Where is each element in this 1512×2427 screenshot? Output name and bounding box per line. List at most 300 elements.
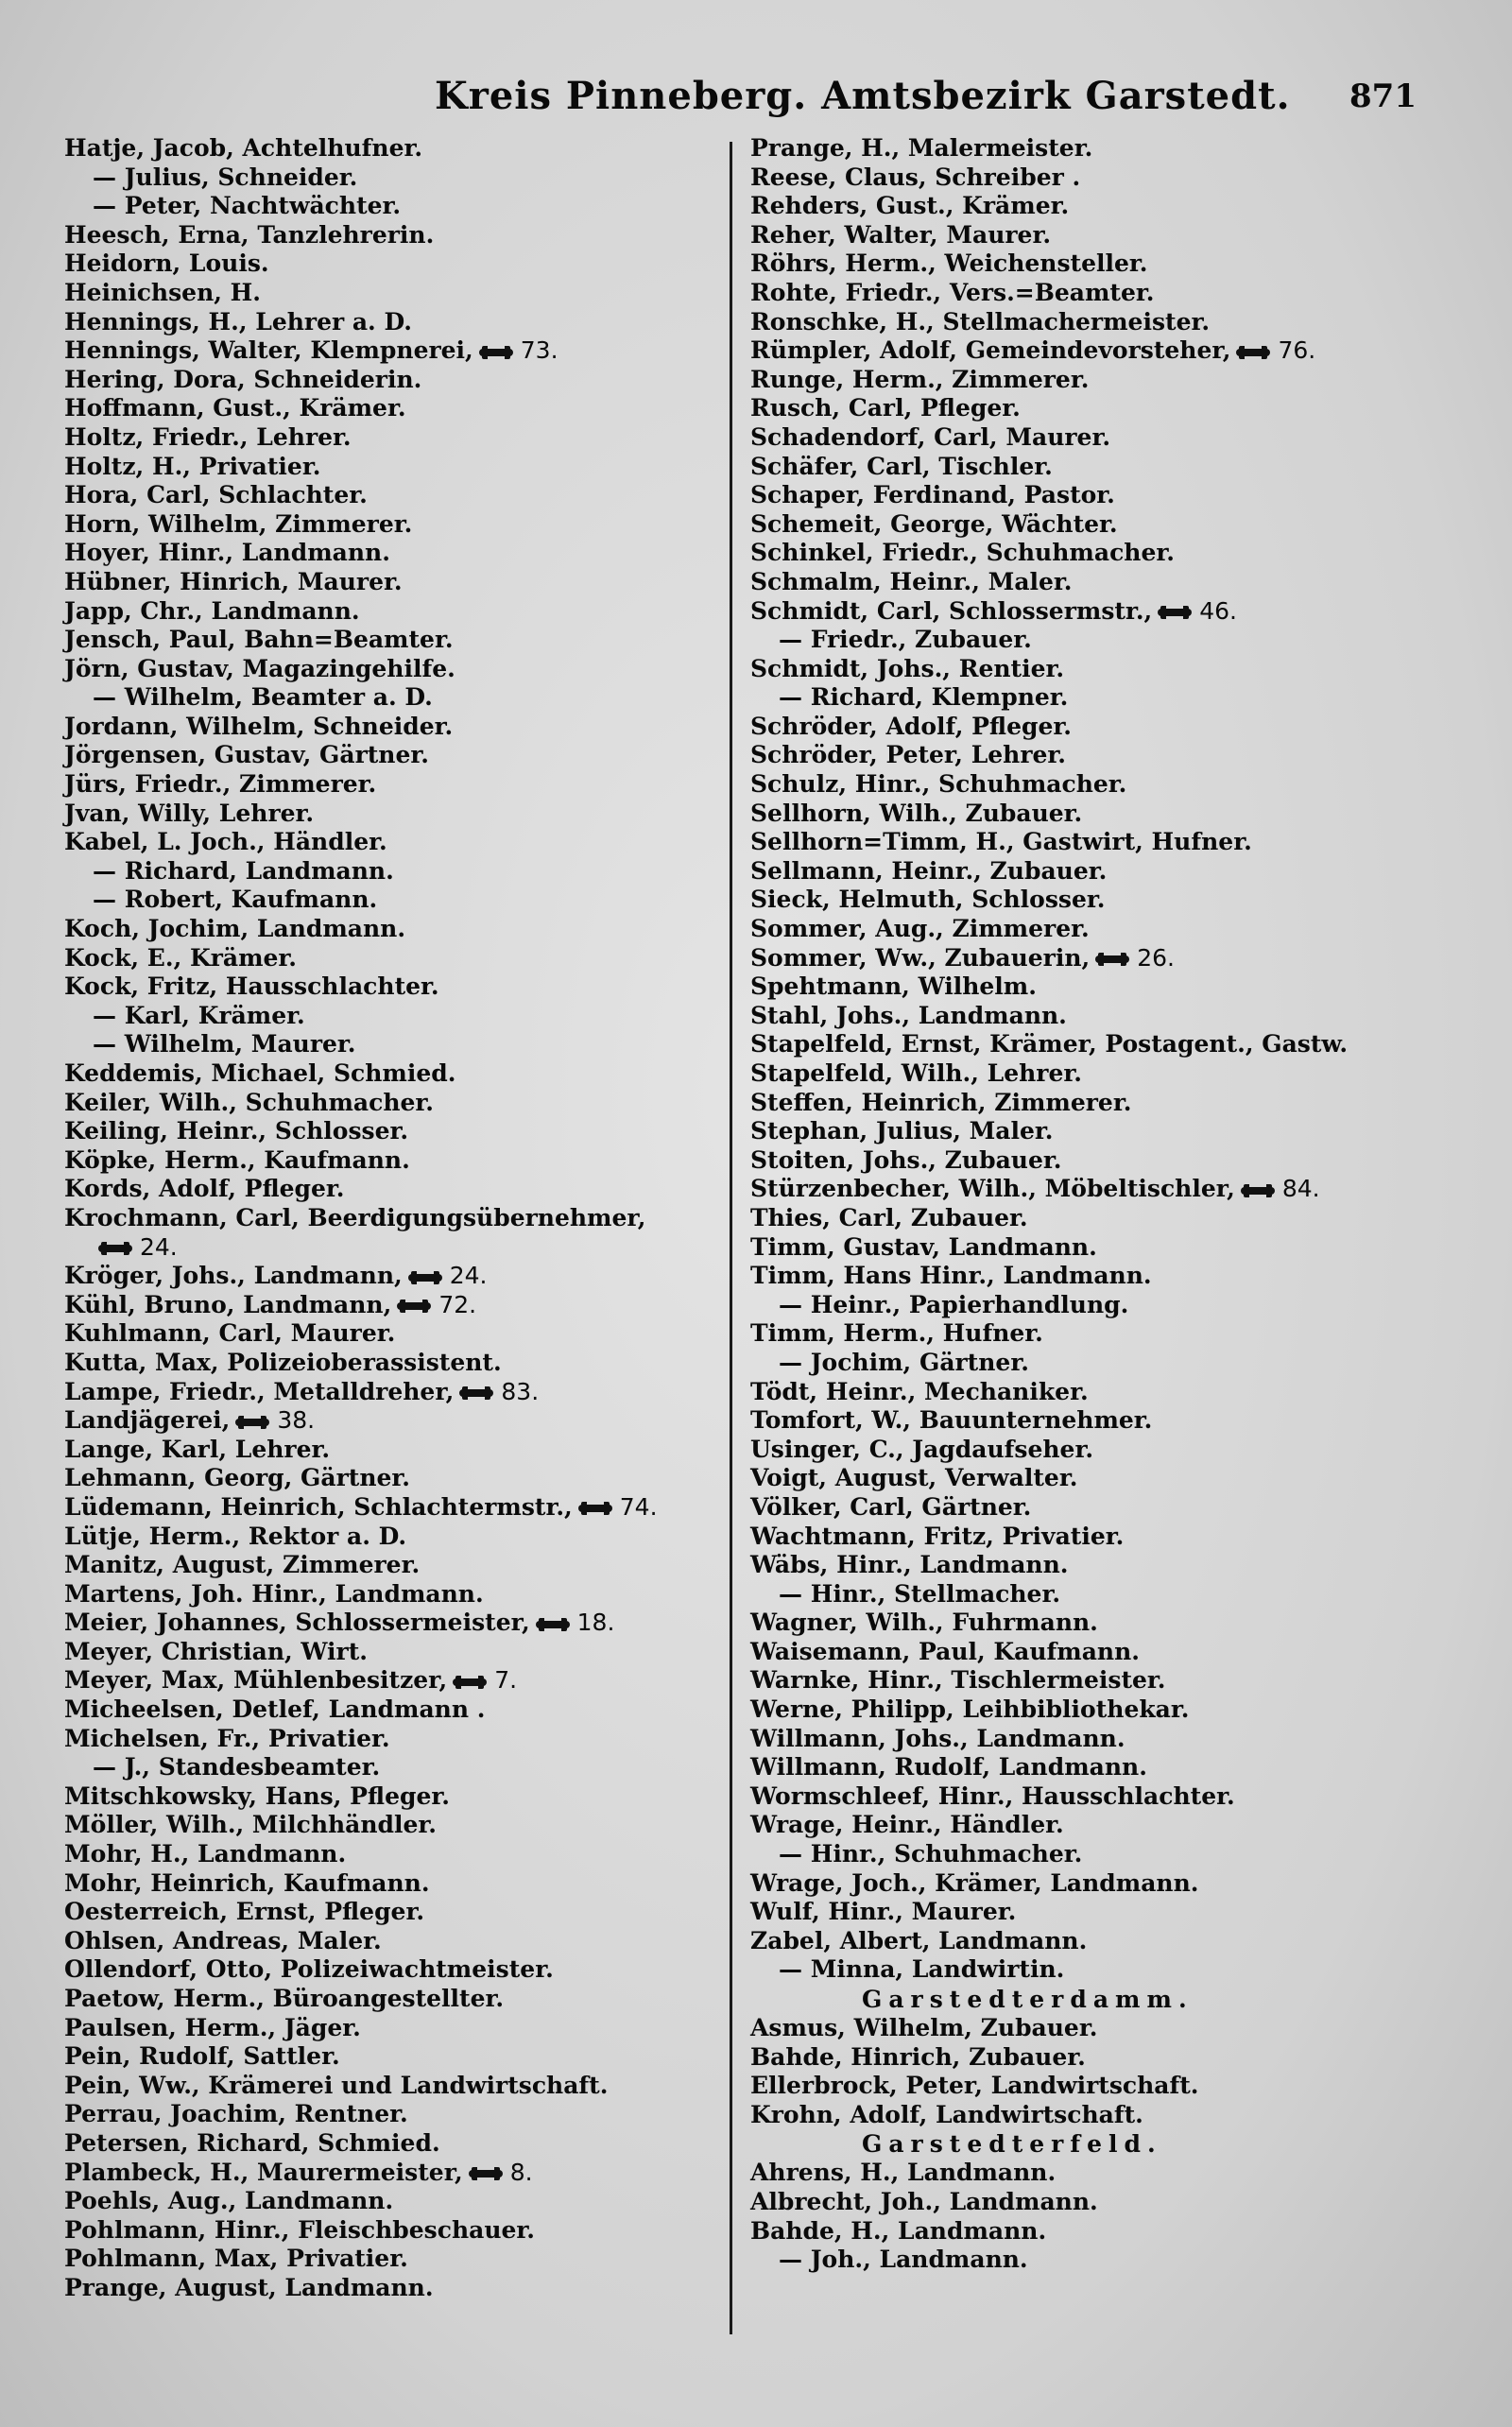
directory-entry <box>750 279 1431 308</box>
entry-text: Rusch, Carl, Pfleger. <box>750 394 1021 422</box>
directory-entry <box>64 1666 726 1695</box>
entry-text: Sommer, Aug., Zimmerer. <box>750 915 1090 943</box>
entry-text: Wäbs, Hinr., Landmann. <box>750 1551 1069 1579</box>
entry-text: Timm, Gustav, Landmann. <box>750 1232 1097 1261</box>
right-column <box>750 134 1431 2275</box>
directory-entry <box>64 1782 726 1812</box>
directory-entry <box>64 1175 726 1204</box>
telephone-icon <box>98 1242 132 1255</box>
entry-text: Kröger, Johs., Landmann, <box>64 1262 403 1290</box>
entry-text: Röhrs, Herm., Weichensteller. <box>750 250 1148 278</box>
entry-text: Willmann, Johs., Landmann. <box>750 1724 1125 1752</box>
directory-entry <box>64 1580 726 1609</box>
entry-text: Heesch, Erna, Tanzlehrerin. <box>64 220 435 249</box>
directory-entry <box>750 1349 1431 1378</box>
directory-entry <box>750 1378 1431 1407</box>
directory-entry <box>750 944 1431 973</box>
directory-entry <box>64 336 726 366</box>
entry-text: Kock, E., Krämer. <box>64 943 298 972</box>
telephone-number: 46. <box>1199 596 1237 625</box>
directory-entry <box>750 1551 1431 1580</box>
telephone-icon <box>536 1618 570 1631</box>
entry-text: Rümpler, Adolf, Gemeindevorsteher, <box>750 336 1231 365</box>
directory-entry <box>64 1319 726 1349</box>
entry-text: Stephan, Julius, Maler. <box>750 1117 1054 1145</box>
directory-entry <box>64 713 726 742</box>
directory-entry <box>64 741 726 770</box>
entry-text: Jörn, Gustav, Magazingehilfe. <box>64 654 455 682</box>
entry-text: — Peter, Nachtwächter. <box>93 192 402 220</box>
directory-entry <box>750 164 1431 193</box>
entry-text: Hennings, Walter, Klempnerei, <box>64 336 473 365</box>
entry-text: Meyer, Max, Mühlenbesitzer, <box>64 1666 448 1695</box>
entry-text: Mohr, H., Landmann. <box>64 1840 347 1868</box>
directory-entry <box>750 655 1431 684</box>
directory-entry <box>750 1811 1431 1840</box>
directory-entry <box>64 770 726 800</box>
entry-text: Ellerbrock, Peter, Landwirtschaft. <box>750 2072 1199 2100</box>
directory-entry <box>750 2043 1431 2073</box>
directory-entry <box>750 2188 1431 2217</box>
directory-entry <box>64 1551 726 1580</box>
entry-text: Usinger, C., Jagdaufseher. <box>750 1435 1094 1463</box>
directory-entry <box>64 394 726 423</box>
entry-text: Krohn, Adolf, Landwirtschaft. <box>750 2100 1143 2128</box>
entry-text: Waisemann, Paul, Kaufmann. <box>750 1637 1140 1665</box>
entry-text: Keiler, Wilh., Schuhmacher. <box>64 1088 435 1116</box>
directory-entry <box>64 539 726 568</box>
directory-entry <box>750 741 1431 770</box>
entry-text: Schröder, Adolf, Pfleger. <box>750 712 1072 740</box>
entry-text: Völker, Carl, Gärtner. <box>750 1492 1032 1521</box>
telephone-icon <box>1158 606 1192 619</box>
directory-entry <box>64 2274 726 2303</box>
telephone-number: 24. <box>449 1262 488 1290</box>
entry-text: Lange, Karl, Lehrer. <box>64 1435 331 1463</box>
entry-text: Willmann, Rudolf, Landmann. <box>750 1753 1147 1782</box>
directory-entry <box>64 279 726 308</box>
directory-entry <box>64 164 726 193</box>
directory-entry <box>750 1523 1431 1552</box>
section-heading <box>750 1985 1431 2014</box>
directory-entry <box>64 1955 726 1985</box>
directory-entry <box>750 2072 1431 2101</box>
entry-text: Meyer, Christian, Wirt. <box>64 1637 368 1665</box>
entry-text: Mohr, Heinrich, Kaufmann. <box>64 1868 430 1897</box>
directory-entry <box>64 2014 726 2043</box>
directory-entry <box>64 1262 726 1291</box>
entry-text: Paulsen, Herm., Jäger. <box>64 2013 361 2041</box>
section-heading <box>750 2129 1431 2159</box>
telephone-icon <box>1095 953 1129 966</box>
entry-text: Paetow, Herm., Büroangestellter. <box>64 1985 505 2012</box>
entry-text: Ronschke, H., Stellmachermeister. <box>750 307 1211 336</box>
entry-text: Spehtmann, Wilhelm. <box>750 973 1037 1001</box>
entry-text: — Richard, Klempner. <box>779 683 1069 712</box>
directory-entry <box>750 886 1431 915</box>
entry-text: Sommer, Ww., Zubauerin, <box>750 943 1091 972</box>
entry-text: Lehmann, Georg, Gärtner. <box>64 1464 410 1492</box>
directory-entry <box>750 1319 1431 1349</box>
entry-text: Japp, Chr., Landmann. <box>64 596 360 625</box>
entry-text: Bahde, H., Landmann. <box>750 2216 1047 2245</box>
entry-text: Sieck, Helmuth, Schlosser. <box>750 886 1106 914</box>
directory-entry <box>64 1898 726 1927</box>
entry-text: Hatje, Jacob, Achtelhufner. <box>64 134 423 162</box>
entry-text: Kutta, Max, Polizeioberassistent. <box>64 1348 502 1376</box>
entry-text: Ahrens, H., Landmann. <box>750 2159 1057 2187</box>
entry-text: Tomfort, W., Bauunternehmer. <box>750 1406 1153 1435</box>
entry-text: Holtz, Friedr., Lehrer. <box>64 422 352 451</box>
entry-text: Hennings, H., Lehrer a. D. <box>64 307 412 336</box>
directory-entry <box>64 453 726 482</box>
directory-entry <box>750 2101 1431 2130</box>
entry-text: Kords, Adolf, Pfleger. <box>64 1175 345 1203</box>
entry-text: Manitz, August, Zimmerer. <box>64 1551 421 1579</box>
entry-text: Jensch, Paul, Bahn=Beamter. <box>64 626 454 654</box>
entry-text: Thies, Carl, Zubauer. <box>750 1203 1028 1231</box>
directory-entry <box>64 800 726 829</box>
directory-entry <box>750 481 1431 510</box>
directory-entry <box>750 2014 1431 2043</box>
directory-entry <box>64 1811 726 1840</box>
directory-entry <box>64 1233 726 1263</box>
directory-entry <box>64 568 726 597</box>
telephone-icon <box>1236 346 1270 359</box>
entry-text: Sellhorn=Timm, H., Gastwirt, Hufner. <box>750 828 1252 856</box>
entry-text: Koch, Jochim, Landmann. <box>64 915 406 943</box>
entry-text: Poehls, Aug., Landmann. <box>64 2187 394 2215</box>
entry-text: Wormschleef, Hinr., Hausschlachter. <box>750 1782 1235 1810</box>
page-header <box>0 74 1512 130</box>
entry-text: Garstedterdamm. <box>862 1986 1194 2013</box>
entry-text: Plambeck, H., Maurermeister, <box>64 2158 463 2186</box>
directory-entry <box>750 568 1431 597</box>
entry-text: Landjägerei, <box>64 1406 231 1435</box>
entry-text: Heinichsen, H. <box>64 278 261 306</box>
telephone-icon <box>408 1271 442 1284</box>
entry-text: Schröder, Peter, Lehrer. <box>750 741 1067 769</box>
entry-text: Schmalm, Heinr., Maler. <box>750 567 1073 595</box>
directory-entry <box>750 1753 1431 1782</box>
directory-entry <box>750 539 1431 568</box>
telephone-icon <box>459 1386 493 1400</box>
entry-text: Asmus, Wilhelm, Zubauer. <box>750 2014 1098 2041</box>
directory-entry <box>750 1695 1431 1725</box>
directory-entry <box>64 1609 726 1638</box>
entry-text: Kühl, Bruno, Landmann, <box>64 1290 392 1318</box>
directory-entry <box>750 336 1431 366</box>
directory-entry <box>750 250 1431 279</box>
entry-text: Schadendorf, Carl, Maurer. <box>750 422 1111 451</box>
entry-text: — Hinr., Schuhmacher. <box>779 1840 1083 1868</box>
telephone-number: 83. <box>501 1377 540 1405</box>
directory-entry <box>750 597 1431 627</box>
telephone-icon <box>479 346 513 359</box>
directory-entry <box>64 1523 726 1552</box>
directory-entry <box>750 2159 1431 2188</box>
entry-text: Timm, Herm., Hufner. <box>750 1319 1043 1348</box>
entry-text: Pein, Rudolf, Sattler. <box>64 2042 340 2071</box>
entry-text: Kock, Fritz, Hausschlachter. <box>64 973 439 1001</box>
page-title: Kreis Pinneberg. Amtsbezirk Garstedt. <box>435 74 1291 118</box>
entry-text: Rehders, Gust., Krämer. <box>750 192 1070 220</box>
entry-text: Pein, Ww., Krämerei und Landwirtschaft. <box>64 2071 609 2099</box>
entry-text: — Robert, Kaufmann. <box>93 886 378 914</box>
directory-entry <box>64 1753 726 1782</box>
directory-entry <box>750 423 1431 453</box>
entry-text: Mitschkowsky, Hans, Pfleger. <box>64 1782 450 1810</box>
directory-entry <box>64 1146 726 1176</box>
entry-text: Reher, Walter, Maurer. <box>750 220 1052 249</box>
telephone-number: 8. <box>509 2158 533 2186</box>
entry-text: Hoffmann, Gust., Krämer. <box>64 394 406 422</box>
directory-entry <box>64 1840 726 1869</box>
entry-text: Stapelfeld, Ernst, Krämer, Postagent., Gastw. <box>750 1030 1349 1059</box>
entry-text: Wrage, Joch., Krämer, Landmann. <box>750 1868 1199 1897</box>
directory-entry <box>64 221 726 250</box>
telephone-icon <box>578 1502 612 1515</box>
entry-text: Steffen, Heinrich, Zimmerer. <box>750 1088 1132 1116</box>
entry-text: Zabel, Albert, Landmann. <box>750 1926 1088 1954</box>
directory-entry <box>750 1002 1431 1031</box>
directory-entry <box>64 2159 726 2188</box>
directory-entry <box>64 481 726 510</box>
telephone-number: 76. <box>1278 336 1316 365</box>
entry-text: Pohlmann, Hinr., Fleischbeschauer. <box>64 2215 536 2244</box>
directory-entry <box>750 800 1431 829</box>
directory-entry <box>750 1291 1431 1320</box>
entry-text: Stahl, Johs., Landmann. <box>750 1001 1067 1029</box>
entry-text: Holtz, H., Privatier. <box>64 452 321 480</box>
directory-entry <box>64 250 726 279</box>
directory-entry <box>64 1638 726 1667</box>
directory-entry <box>64 134 726 164</box>
entry-text: Schaper, Ferdinand, Pastor. <box>750 481 1115 509</box>
entry-text: Werne, Philipp, Leihbibliothekar. <box>750 1695 1190 1724</box>
directory-entry <box>64 886 726 915</box>
directory-entry <box>64 2216 726 2246</box>
telephone-icon <box>397 1300 431 1313</box>
telephone-number: 73. <box>520 336 558 365</box>
directory-entry <box>750 221 1431 250</box>
entry-text: Jordann, Wilhelm, Schneider. <box>64 712 454 740</box>
entry-text: Wrage, Heinr., Händler. <box>750 1811 1064 1839</box>
directory-entry <box>750 366 1431 395</box>
directory-entry <box>750 2246 1431 2275</box>
directory-entry <box>750 1204 1431 1233</box>
directory-entry <box>750 1175 1431 1204</box>
directory-entry <box>750 394 1431 423</box>
entry-text: — Jochim, Gärtner. <box>779 1348 1029 1376</box>
directory-entry <box>64 626 726 655</box>
directory-entry <box>750 1580 1431 1609</box>
entry-text: Hora, Carl, Schlachter. <box>64 481 368 509</box>
directory-entry <box>64 2245 726 2274</box>
entry-text: Ollendorf, Otto, Polizeiwachtmeister. <box>64 1955 554 1984</box>
directory-entry <box>750 915 1431 944</box>
directory-entry <box>750 1840 1431 1869</box>
directory-entry <box>750 770 1431 800</box>
directory-entry <box>64 1725 726 1754</box>
directory-entry <box>750 1436 1431 1465</box>
entry-text: Hoyer, Hinr., Landmann. <box>64 539 390 567</box>
directory-entry <box>64 1493 726 1523</box>
directory-entry <box>750 626 1431 655</box>
entry-text: Keiling, Heinr., Schlosser. <box>64 1117 409 1145</box>
entry-text: Micheelsen, Detlef, Landmann . <box>64 1695 486 1724</box>
entry-text: Tödt, Heinr., Mechaniker. <box>750 1377 1089 1405</box>
entry-text: Wachtmann, Fritz, Privatier. <box>750 1522 1125 1550</box>
directory-entry <box>64 1002 726 1031</box>
directory-entry <box>750 1955 1431 1985</box>
directory-entry <box>64 597 726 627</box>
entry-text: Kabel, L. Joch., Händler. <box>64 828 387 856</box>
entry-text: Timm, Hans Hinr., Landmann. <box>750 1262 1152 1290</box>
directory-entry <box>750 1233 1431 1263</box>
entry-text: Lütje, Herm., Rektor a. D. <box>64 1522 407 1550</box>
directory-entry <box>750 1666 1431 1695</box>
entry-text: Voigt, August, Verwalter. <box>750 1464 1078 1492</box>
entry-text: Wagner, Wilh., Fuhrmann. <box>750 1609 1098 1637</box>
telephone-icon <box>235 1416 269 1429</box>
entry-text: Sellhorn, Wilh., Zubauer. <box>750 799 1083 827</box>
entry-text: Schäfer, Carl, Tischler. <box>750 452 1053 480</box>
entry-text: Oesterreich, Ernst, Pfleger. <box>64 1898 425 1926</box>
entry-text: Stoiten, Johs., Zubauer. <box>750 1145 1062 1174</box>
entry-text: Schmidt, Johs., Rentier. <box>750 654 1065 682</box>
entry-text: Jürs, Friedr., Zimmerer. <box>64 770 377 799</box>
directory-entry <box>750 1869 1431 1899</box>
directory-entry <box>64 915 726 944</box>
directory-entry <box>750 828 1431 857</box>
entry-text: Albrecht, Joh., Landmann. <box>750 2187 1098 2215</box>
entry-text: — Heinr., Papierhandlung. <box>779 1290 1129 1318</box>
directory-entry <box>750 2217 1431 2246</box>
directory-entry <box>750 1089 1431 1118</box>
telephone-number: 7. <box>494 1666 518 1695</box>
entry-text: Wulf, Hinr., Maurer. <box>750 1898 1017 1926</box>
telephone-number: 72. <box>438 1290 477 1318</box>
directory-entry <box>64 1464 726 1493</box>
entry-text: Rohte, Friedr., Vers.=Beamter. <box>750 278 1155 306</box>
left-column <box>64 134 726 2303</box>
directory-entry <box>750 1464 1431 1493</box>
directory-entry <box>64 828 726 857</box>
directory-entry <box>750 1030 1431 1059</box>
entry-text: — Minna, Landwirtin. <box>779 1955 1065 1984</box>
directory-entry <box>64 1030 726 1059</box>
directory-entry <box>750 683 1431 713</box>
directory-entry <box>750 453 1431 482</box>
entry-text: Prange, August, Landmann. <box>64 2273 434 2301</box>
directory-entry <box>750 1406 1431 1436</box>
directory-entry <box>750 1898 1431 1927</box>
entry-text: Meier, Johannes, Schlossermeister, <box>64 1609 530 1637</box>
directory-entry <box>64 1869 726 1899</box>
directory-entry <box>750 1146 1431 1176</box>
telephone-number: 24. <box>140 1232 178 1261</box>
directory-entry <box>64 1117 726 1146</box>
telephone-number: 74. <box>619 1492 658 1521</box>
directory-entry <box>750 1927 1431 1956</box>
directory-entry <box>750 192 1431 221</box>
entry-text: Lampe, Friedr., Metalldreher, <box>64 1377 455 1405</box>
directory-entry <box>64 423 726 453</box>
entry-text: Lüdemann, Heinrich, Schlachtermstr., <box>64 1492 573 1521</box>
entry-text: Warnke, Hinr., Tischlermeister. <box>750 1666 1166 1695</box>
directory-entry <box>750 1725 1431 1754</box>
directory-entry <box>64 683 726 713</box>
directory-entry <box>64 2042 726 2072</box>
page-number: 871 <box>1349 77 1417 115</box>
directory-entry <box>64 308 726 337</box>
directory-entry <box>64 2187 726 2216</box>
telephone-number: 38. <box>277 1406 316 1435</box>
entry-text: — Friedr., Zubauer. <box>779 626 1032 654</box>
directory-entry <box>750 1493 1431 1523</box>
directory-entry <box>750 973 1431 1002</box>
entry-text: — Karl, Krämer. <box>93 1001 305 1029</box>
directory-entry <box>64 2100 726 2129</box>
entry-text: — J., Standesbeamter. <box>93 1753 381 1782</box>
entry-text: Prange, H., Malermeister. <box>750 134 1093 162</box>
directory-entry <box>64 1204 726 1233</box>
entry-text: Stürzenbecher, Wilh., Möbeltischler, <box>750 1175 1235 1203</box>
entry-text: Horn, Wilhelm, Zimmerer. <box>64 509 413 538</box>
directory-entry <box>64 1291 726 1320</box>
entry-text: Möller, Wilh., Milchhändler. <box>64 1811 438 1839</box>
entry-text: — Wilhelm, Beamter a. D. <box>93 683 433 712</box>
directory-entry <box>750 1059 1431 1089</box>
entry-text: Perrau, Joachim, Rentner. <box>64 2100 408 2128</box>
entry-text: Kuhlmann, Carl, Maurer. <box>64 1319 396 1348</box>
entry-text: — Hinr., Stellmacher. <box>779 1579 1061 1608</box>
column-divider <box>730 142 732 2334</box>
directory-entry <box>64 857 726 886</box>
directory-entry <box>64 2072 726 2101</box>
entry-text: — Julius, Schneider. <box>93 163 358 191</box>
telephone-icon <box>1241 1184 1275 1197</box>
directory-entry <box>64 1985 726 2014</box>
directory-entry <box>64 1089 726 1118</box>
entry-text: Schulz, Hinr., Schuhmacher. <box>750 770 1127 799</box>
telephone-icon <box>453 1676 487 1689</box>
directory-entry <box>64 2129 726 2159</box>
entry-text: — Richard, Landmann. <box>93 856 394 885</box>
entry-text: Ohlsen, Andreas, Maler. <box>64 1926 382 1954</box>
entry-text: Sellmann, Heinr., Zubauer. <box>750 856 1108 885</box>
entry-text: Schemeit, George, Wächter. <box>750 509 1118 538</box>
entry-text: Heidorn, Louis. <box>64 250 269 278</box>
directory-entry <box>64 1059 726 1089</box>
directory-entry <box>64 973 726 1002</box>
directory-entry <box>750 1609 1431 1638</box>
directory-entry <box>750 1638 1431 1667</box>
entry-text: Jörgensen, Gustav, Gärtner. <box>64 741 429 769</box>
directory-entry <box>750 510 1431 540</box>
telephone-number: 26. <box>1137 943 1175 972</box>
entry-text: — Wilhelm, Maurer. <box>93 1030 356 1059</box>
entry-text: Krochmann, Carl, Beerdigungsübernehmer, <box>64 1203 646 1231</box>
entry-text: Keddemis, Michael, Schmied. <box>64 1059 456 1087</box>
entry-text: Hübner, Hinrich, Maurer. <box>64 567 403 595</box>
directory-entry <box>750 1262 1431 1291</box>
directory-entry <box>64 1349 726 1378</box>
entry-text: Petersen, Richard, Schmied. <box>64 2128 440 2157</box>
directory-entry <box>750 1782 1431 1812</box>
entry-text: — Joh., Landmann. <box>779 2246 1028 2274</box>
